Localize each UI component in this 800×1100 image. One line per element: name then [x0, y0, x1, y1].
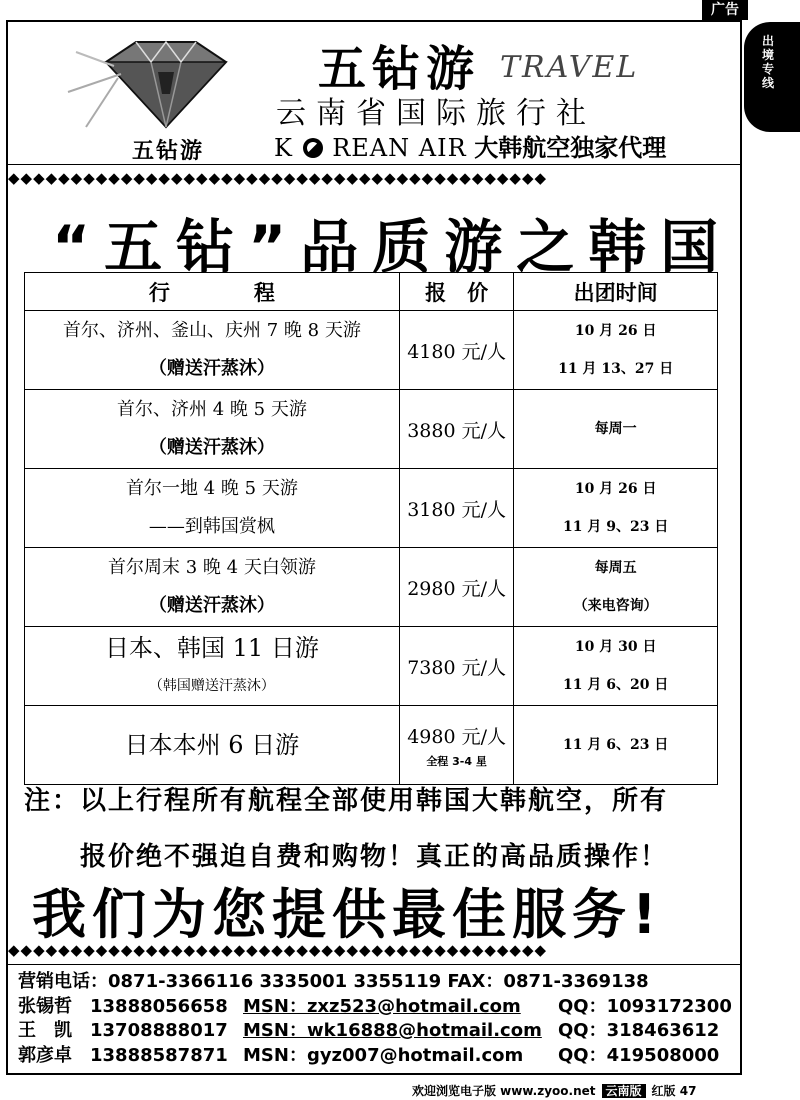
page-footer	[412, 1082, 696, 1099]
departure-date: 10 月 26 日	[574, 481, 657, 497]
departure-date: 11 月 9、23 日	[563, 519, 669, 535]
price-cell	[399, 706, 513, 785]
date-cell	[514, 469, 718, 548]
route-note: （韩国赠送汗蒸沐）	[148, 678, 275, 694]
footer-edition: 红版	[651, 1084, 676, 1098]
route-title: 首尔一地 4 晚 5 天游	[126, 478, 298, 499]
airline-name-start: K	[274, 134, 293, 162]
departure-date: 每周一	[594, 421, 637, 437]
ad-tag: 广告	[702, 0, 748, 20]
route-note: （赠送汗蒸沐）	[148, 358, 275, 379]
departure-date: 每周五	[594, 560, 637, 576]
route-cell	[25, 627, 400, 706]
table-header-row	[25, 273, 718, 311]
contact-phone: 13708888017	[90, 1020, 228, 1041]
airline-agent-text: 大韩航空独家代理	[474, 134, 667, 162]
route-title: 日本本州 6 日游	[124, 731, 300, 759]
route-note: （赠送汗蒸沐）	[148, 595, 275, 616]
airline-line	[274, 128, 666, 163]
route-cell	[25, 548, 400, 627]
contact-qq: QQ：1093172300	[558, 995, 732, 1017]
price-value: 4980 元/人	[407, 725, 506, 748]
hotline-text: 营销电话：0871-3366116 3335001 3355119 FAX：0871-3369138	[18, 971, 649, 992]
date-cell	[514, 548, 718, 627]
header-date: 出团时间	[514, 273, 718, 311]
note-line-2: 报价绝不强迫自费和购物！真正的高品质操作！	[80, 842, 669, 872]
contact-name: 张锡哲	[18, 995, 72, 1017]
footer-region-badge: 云南版	[602, 1084, 646, 1098]
brand-name: 五钻游	[318, 41, 481, 97]
price-cell: 7380 元/人	[399, 627, 513, 706]
divider	[8, 964, 740, 965]
section-tab	[744, 22, 800, 132]
route-note: （赠送汗蒸沐）	[148, 437, 275, 458]
headline: “五钻”品质游之韩国	[52, 213, 733, 281]
header-route: 行 程	[25, 273, 400, 311]
tour-price-table	[24, 272, 718, 785]
route-title: 首尔、济州、釜山、庆州 7 晚 8 天游	[63, 320, 361, 341]
route-cell	[25, 706, 400, 785]
contact-msn: MSN：wk16888@hotmail.com	[243, 1020, 542, 1041]
contact-qq: QQ：318463612	[558, 1020, 720, 1041]
brand-english: TRAVEL	[500, 50, 639, 85]
contact-phone: 13888587871	[90, 1044, 228, 1066]
table-row	[25, 311, 718, 390]
date-cell	[514, 311, 718, 390]
contact-msn: MSN：gyz007@hotmail.com	[243, 1044, 524, 1066]
table-row	[25, 390, 718, 469]
departure-date: （来电咨询）	[573, 598, 658, 614]
header-price: 报 价	[399, 273, 513, 311]
contact-name: 郭彦卓	[18, 1044, 72, 1066]
contact-phone: 13888056658	[90, 995, 228, 1017]
contact-msn: MSN：zxz523@hotmail.com	[243, 995, 521, 1017]
table-row	[25, 469, 718, 548]
route-title: 首尔周末 3 晚 4 天白领游	[108, 557, 316, 578]
route-title: 日本、韩国 11 日游	[105, 634, 319, 662]
contact-qq: QQ：419508000	[558, 1044, 720, 1066]
route-cell	[25, 390, 400, 469]
price-note: 全程 3-4 星	[426, 754, 487, 768]
price-cell: 2980 元/人	[399, 548, 513, 627]
table-row	[25, 548, 718, 627]
departure-date: 11 月 6、23 日	[563, 737, 669, 753]
price-cell: 4180 元/人	[399, 311, 513, 390]
route-title: 首尔、济州 4 晚 5 天游	[117, 399, 307, 420]
route-note: ——到韩国赏枫	[148, 516, 275, 537]
date-cell	[514, 706, 718, 785]
departure-date: 11 月 13、27 日	[558, 361, 674, 377]
slogan: 我们为您提供最佳服务!	[32, 883, 663, 946]
agency-name: 云南省国际旅行社	[276, 96, 596, 131]
table-row	[25, 706, 718, 785]
contact-name: 王 凯	[18, 1020, 72, 1041]
price-cell: 3180 元/人	[399, 469, 513, 548]
korean-air-taegeuk-icon	[303, 138, 323, 158]
airline-name-end: REAN AIR	[332, 134, 467, 162]
divider	[8, 164, 740, 165]
section-tab-label: 出境专线	[761, 34, 774, 90]
departure-date: 11 月 6、20 日	[563, 677, 669, 693]
departure-date: 10 月 30 日	[574, 639, 657, 655]
page-number: 47	[679, 1084, 697, 1098]
route-cell	[25, 311, 400, 390]
date-cell	[514, 627, 718, 706]
departure-date: 10 月 26 日	[574, 323, 657, 339]
note-line-1: 注：以上行程所有航程全部使用韩国大韩航空，所有	[24, 786, 669, 816]
date-cell	[514, 390, 718, 469]
logo-label: 五钻游	[132, 139, 205, 164]
table-row	[25, 627, 718, 706]
price-cell: 3880 元/人	[399, 390, 513, 469]
diamond-border-bottom: ◆◆◆◆◆◆◆◆◆◆◆◆◆◆◆◆◆◆◆◆◆◆◆◆◆◆◆◆◆◆◆◆◆◆◆◆◆◆◆◆◆◆◆	[8, 941, 548, 959]
diamond-logo-icon	[66, 32, 256, 142]
footer-site-text: 欢迎浏览电子版 www.zyoo.net	[412, 1084, 596, 1098]
diamond-border-top: ◆◆◆◆◆◆◆◆◆◆◆◆◆◆◆◆◆◆◆◆◆◆◆◆◆◆◆◆◆◆◆◆◆◆◆◆◆◆◆◆◆◆◆	[8, 169, 548, 187]
route-cell	[25, 469, 400, 548]
